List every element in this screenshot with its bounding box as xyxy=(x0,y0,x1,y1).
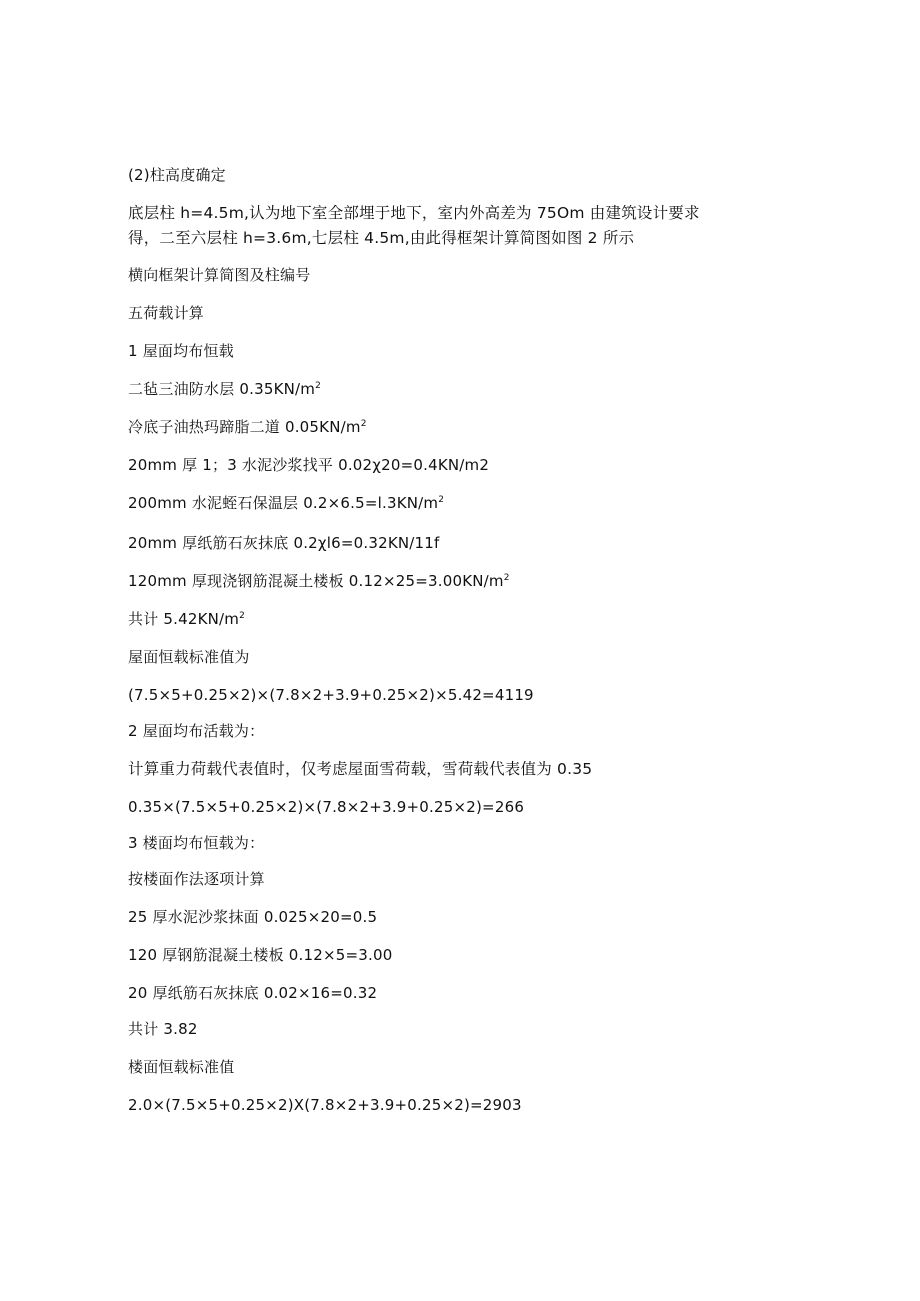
load-item: 20mm 厚 1；3 水泥沙浆找平 0.02χ20=0.4KN∕m2 xyxy=(128,456,490,474)
load-item: 120mm 厚现浇钢筋混凝土楼板 $0.12\times 25=3.00KN∕m^2$ xyxy=(128,572,510,590)
section-heading-column-height: (2)柱高度确定 xyxy=(128,166,226,184)
load-item: 冷底子油热玛蹄脂二道 $0.05KN∕m^2$ xyxy=(128,418,367,436)
paragraph-text: 屋面恒载标准值为 xyxy=(128,648,250,666)
paragraph-text: 计算重力荷载代表值时，仅考虑屋面雪荷载，雪荷载代表值为 0.35 xyxy=(128,760,593,778)
formula: 0.35×(7.5×5+0.25×2)×(7.8×2+3.9+0.25×2)=266 xyxy=(128,798,525,816)
formula: 2.0×(7.5×5+0.25×2)X(7.8×2+3.9+0.25×2)=2903 xyxy=(128,1096,522,1114)
paragraph-text: 底层柱 h=4.5m,认为地下室全部埋于地下，室内外高差为 75Om 由建筑设计要求 xyxy=(128,204,700,222)
paragraph-text: 得，二至六层柱 h=3.6m,七层柱 4.5m,由此得框架计算简图如图 2 所示 xyxy=(128,229,635,247)
load-item: 二毡三油防水层 $0.35KN∕m^2$ xyxy=(128,380,322,398)
subsection-heading: 1 屋面均布恒载 xyxy=(128,342,234,360)
section-heading-load-calculation: 五荷载计算 xyxy=(128,304,205,322)
load-item: 20mm 厚纸筋石灰抹底 0.2χl6=0.32KN∕11f xyxy=(128,534,440,552)
paragraph-text: 楼面恒载标准值 xyxy=(128,1058,235,1076)
figure-caption: 横向框架计算简图及柱编号 xyxy=(128,266,311,284)
subsection-heading: 3 楼面均布恒载为： xyxy=(128,834,265,852)
load-item: 25 厚水泥沙浆抹面 0.025×20=0.5 xyxy=(128,908,378,926)
load-item: 200mm 水泥蛭石保温层 $0.2\times 6.5=l.3KN∕m^2$ xyxy=(128,494,445,512)
load-item: 20 厚纸筋石灰抹底 0.02×16=0.32 xyxy=(128,984,378,1002)
load-total: 共计 $5.42KN∕m^2$ xyxy=(128,610,246,628)
load-total: 共计 3.82 xyxy=(128,1020,198,1038)
load-item: 120 厚钢筋混凝土楼板 0.12×5=3.00 xyxy=(128,946,393,964)
formula: (7.5×5+0.25×2)×(7.8×2+3.9+0.25×2)×5.42=4119 xyxy=(128,686,534,704)
subsection-heading: 2 屋面均布活载为： xyxy=(128,722,265,740)
paragraph-text: 按楼面作法逐项计算 xyxy=(128,870,265,888)
